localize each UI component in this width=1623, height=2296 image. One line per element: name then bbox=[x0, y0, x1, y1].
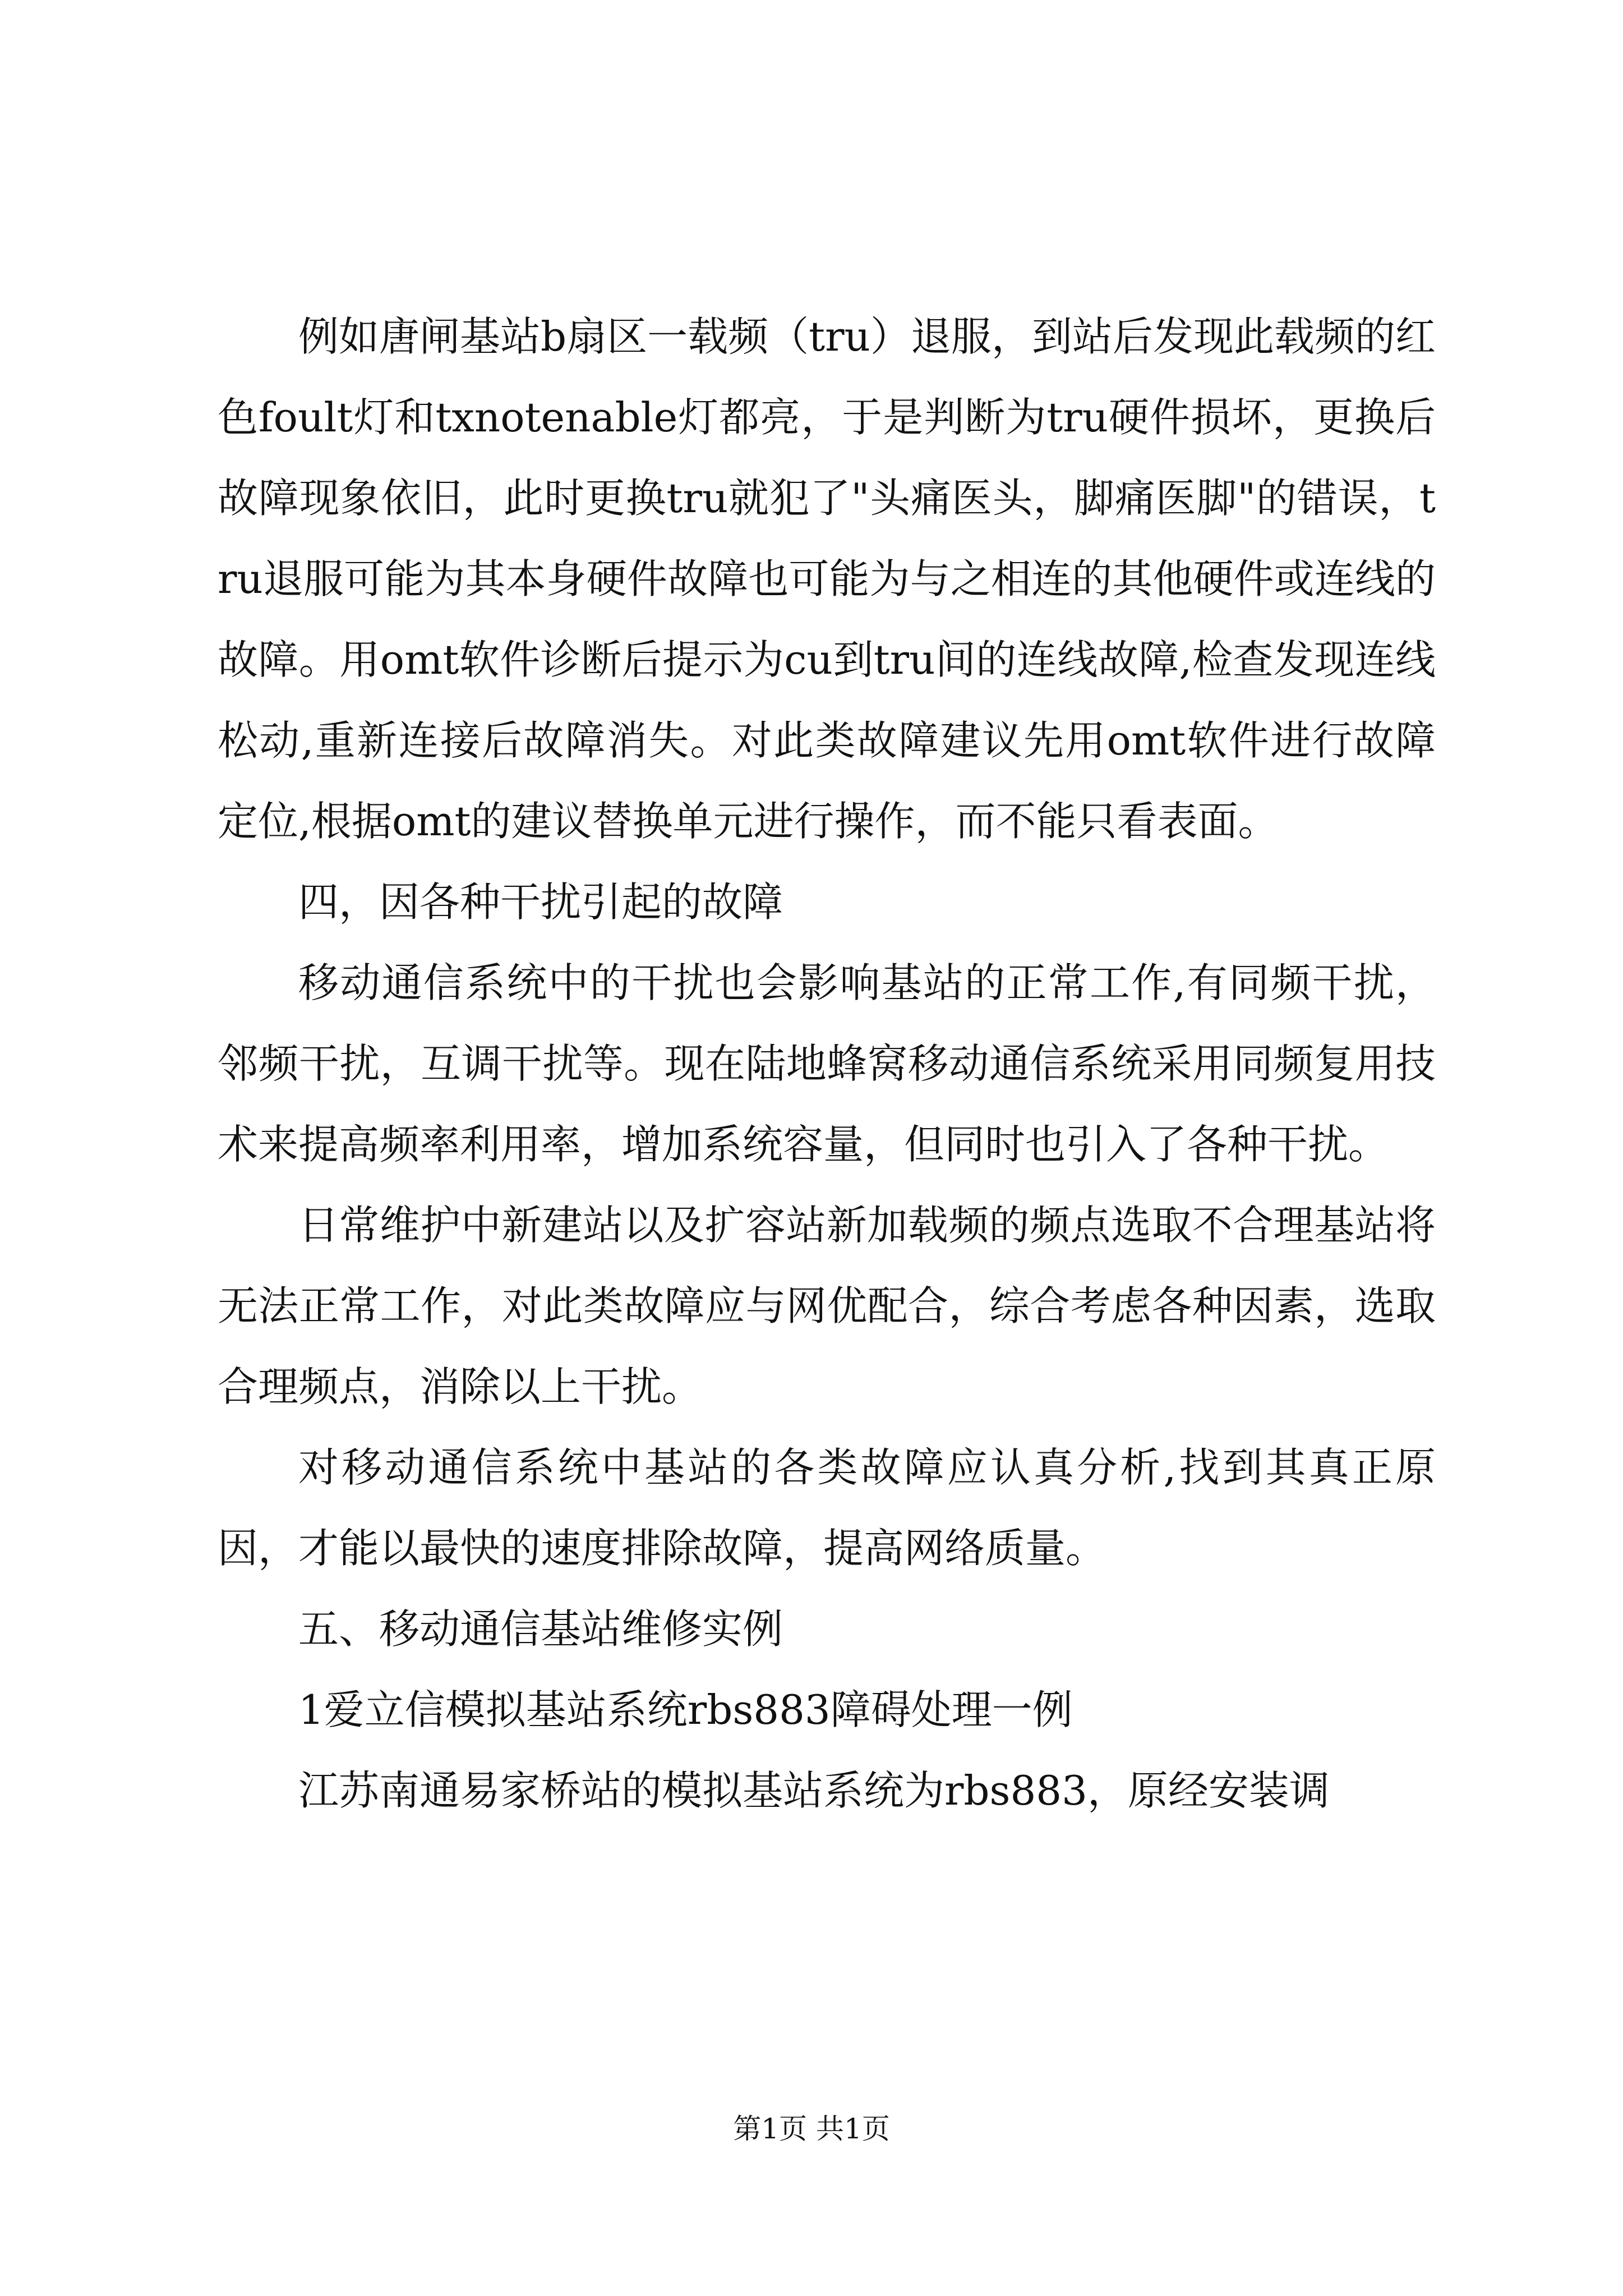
paragraph-frequency-selection: 日常维护中新建站以及扩容站新加载频的频点选取不合理基站将无法正常工作，对此类故障应与网优配合，综合考虑各种因素，选取合理频点，消除以上干扰。 bbox=[218, 1202, 1436, 1410]
document-body bbox=[218, 296, 1436, 1831]
paragraph-fault-analysis: 对移动通信系统中基站的各类故障应认真分析,找到其真正原因，才能以最快的速度排除故障，提高网络质量。 bbox=[218, 1444, 1436, 1572]
paragraph-tru-fault-example: 例如唐闸基站b扇区一载频（tru）退服，到站后发现此载频的红色foult灯和txnotenable灯都亮，于是判断为tru硬件损坏，更换后故障现象依旧，此时更换tru就犯了"头痛医头，脚痛医脚"的错误，tru退服可能为其本身硬件故障也可能为与之相连的其他硬件或连线的故障。用omt软件诊断后提示为cu到tru间的连线故障,检查发现连线松动,重新连接后故障消失。对此类故障建议先用omt软件进行故障定位,根据omt的建议替换单元进行操作，而不能只看表面。 bbox=[218, 313, 1436, 845]
section-heading-repair-examples: 五、移动通信基站维修实例 bbox=[298, 1605, 783, 1653]
section-heading-interference: 四，因各种干扰引起的故障 bbox=[298, 878, 783, 926]
page-footer bbox=[0, 2109, 1623, 2148]
page-number-label: 第1页 共1页 bbox=[733, 2113, 890, 2145]
paragraph-interference-types: 移动通信系统中的干扰也会影响基站的正常工作,有同频干扰，邻频干扰，互调干扰等。现在陆地蜂窝移动通信系统采用同频复用技术来提高频率利用率，增加系统容量，但同时也引入了各种干扰。 bbox=[218, 959, 1436, 1168]
paragraph-yijiaqiao-station: 江苏南通易家桥站的模拟基站系统为rbs883，原经安装调 bbox=[298, 1767, 1330, 1814]
subheading-rbs883-case: 1爱立信模拟基站系统rbs883障碍处理一例 bbox=[298, 1686, 1073, 1733]
